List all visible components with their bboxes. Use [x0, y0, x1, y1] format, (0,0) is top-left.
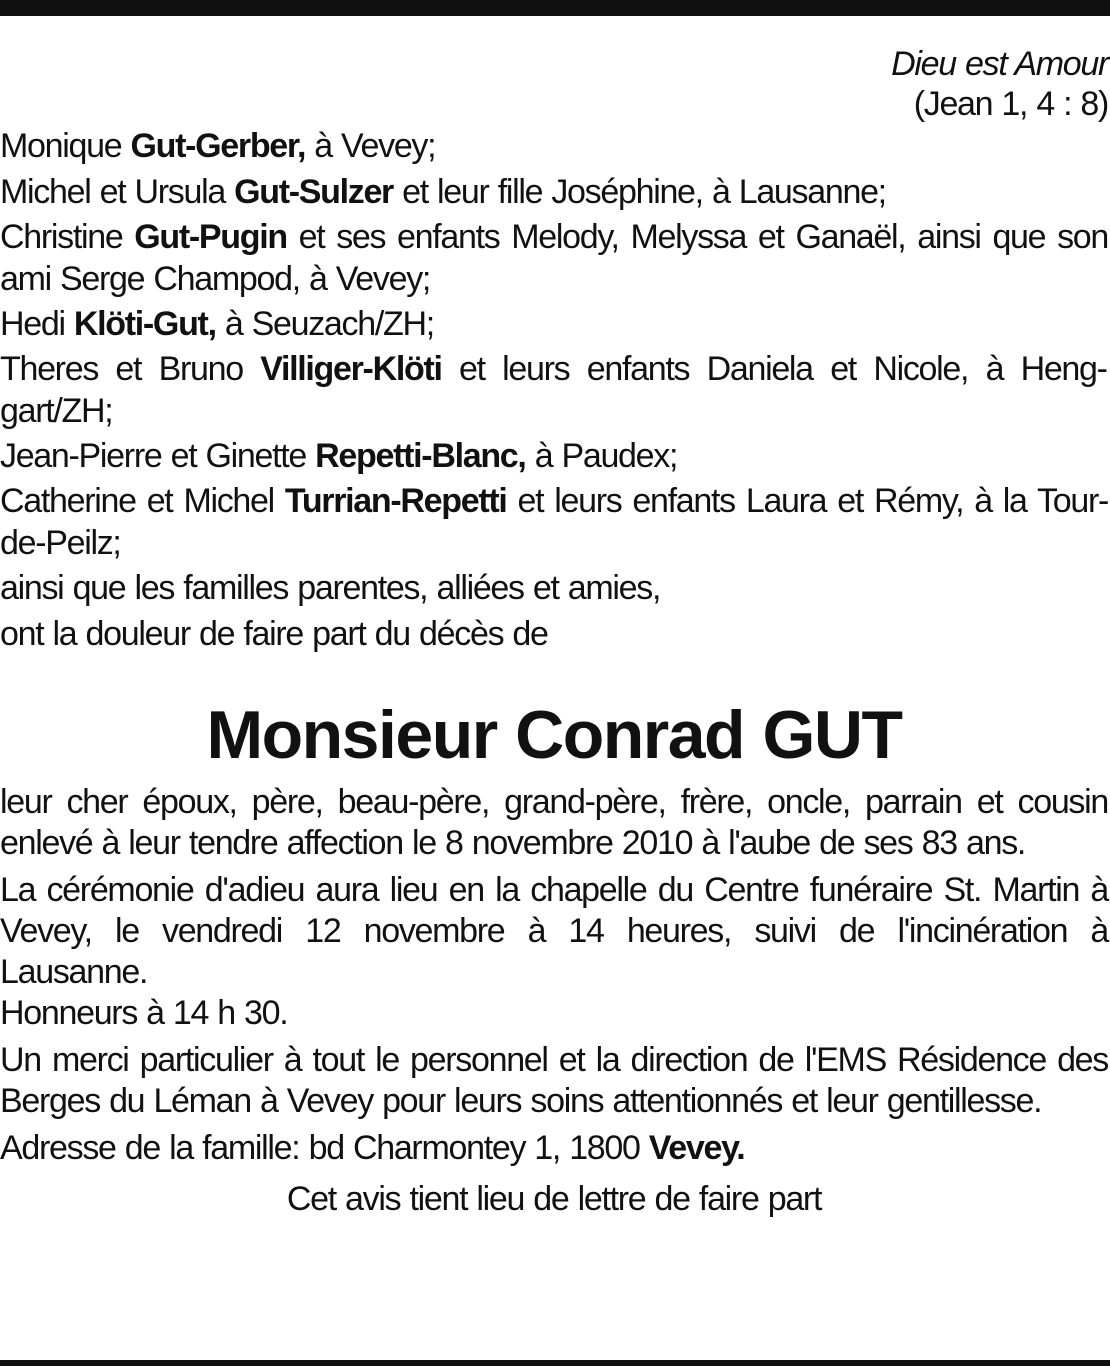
- family-entry: Monique Gut-Gerber, à Vevey;: [0, 127, 436, 165]
- family-entry: Catherine et Michel Turrian-Repetti et leurs enfants Laura et Rémy, à la Tour-de-Peilz;: [0, 482, 1108, 562]
- deceased-name: Monsieur Conrad GUT: [206, 697, 902, 773]
- family-name: Gut-Sulzer: [234, 173, 393, 211]
- description-paragraph: leur cher époux, père, beau-père, grand-père, frère, oncle, parrain et cousin enlevé à leur tendre affection le 8 novembre 2010 à l'aube de ses 83 ans.: [0, 783, 1108, 862]
- family-name: Villiger-Klöti: [260, 350, 442, 388]
- verse-reference: (Jean 1, 4 : 8): [913, 85, 1108, 123]
- family-name: Gut-Gerber,: [130, 127, 306, 165]
- family-name: Repetti-Blanc,: [315, 437, 526, 475]
- thanks-paragraph: Un merci particulier à tout le personnel et la direction de l'EMS Résidence des Berges du Léman à Vevey pour leurs soins attentionnés et leur gentillesse.: [0, 1041, 1108, 1120]
- family-name: Gut-Pugin: [134, 218, 287, 256]
- family-entry: Christine Gut-Pugin et ses enfants Melody, Melyssa et Ganaël, ainsi que son ami Serge Champod, à Vevey;: [0, 218, 1108, 298]
- family-address: Adresse de la famille: bd Charmontey 1, 1800 Vevey.: [0, 1129, 745, 1167]
- announcement-line: ont la douleur de faire part du décès de: [0, 615, 548, 653]
- family-entry: Hedi Klöti-Gut, à Seuzach/ZH;: [0, 305, 434, 343]
- bible-verse: [0, 44, 1108, 124]
- family-entry: Jean-Pierre et Ginette Repetti-Blanc, à Paudex;: [0, 437, 678, 475]
- family-entry: Theres et Bruno Villiger-Klöti et leurs enfants Daniela et Nicole, à Henggart/ZH;: [0, 350, 1108, 430]
- verse-text: Dieu est Amour: [891, 45, 1108, 83]
- family-name: Klöti-Gut,: [73, 305, 216, 343]
- obituary-notice: [0, 44, 1108, 1221]
- family-list: [0, 124, 1108, 656]
- family-name: Turrian-Repetti: [284, 482, 507, 520]
- address-city: Vevey.: [648, 1129, 745, 1167]
- honours-line: Honneurs à 14 h 30.: [0, 994, 288, 1032]
- bottom-rule: [0, 1360, 1110, 1366]
- closing-family-line: ainsi que les familles parentes, alliées et amies,: [0, 569, 661, 607]
- top-rule: [0, 0, 1110, 16]
- obituary-body: [0, 782, 1108, 1169]
- ceremony-paragraph: La cérémonie d'adieu aura lieu en la chapelle du Centre funéraire St. Martin à Vevey, le vendredi 12 novembre à 14 heures, suivi de l'incinération à Lausanne.: [0, 871, 1108, 991]
- family-entry: Michel et Ursula Gut-Sulzer et leur fille Joséphine, à Lausanne;: [0, 173, 886, 211]
- notice-line: Cet avis tient lieu de lettre de faire part: [286, 1180, 822, 1218]
